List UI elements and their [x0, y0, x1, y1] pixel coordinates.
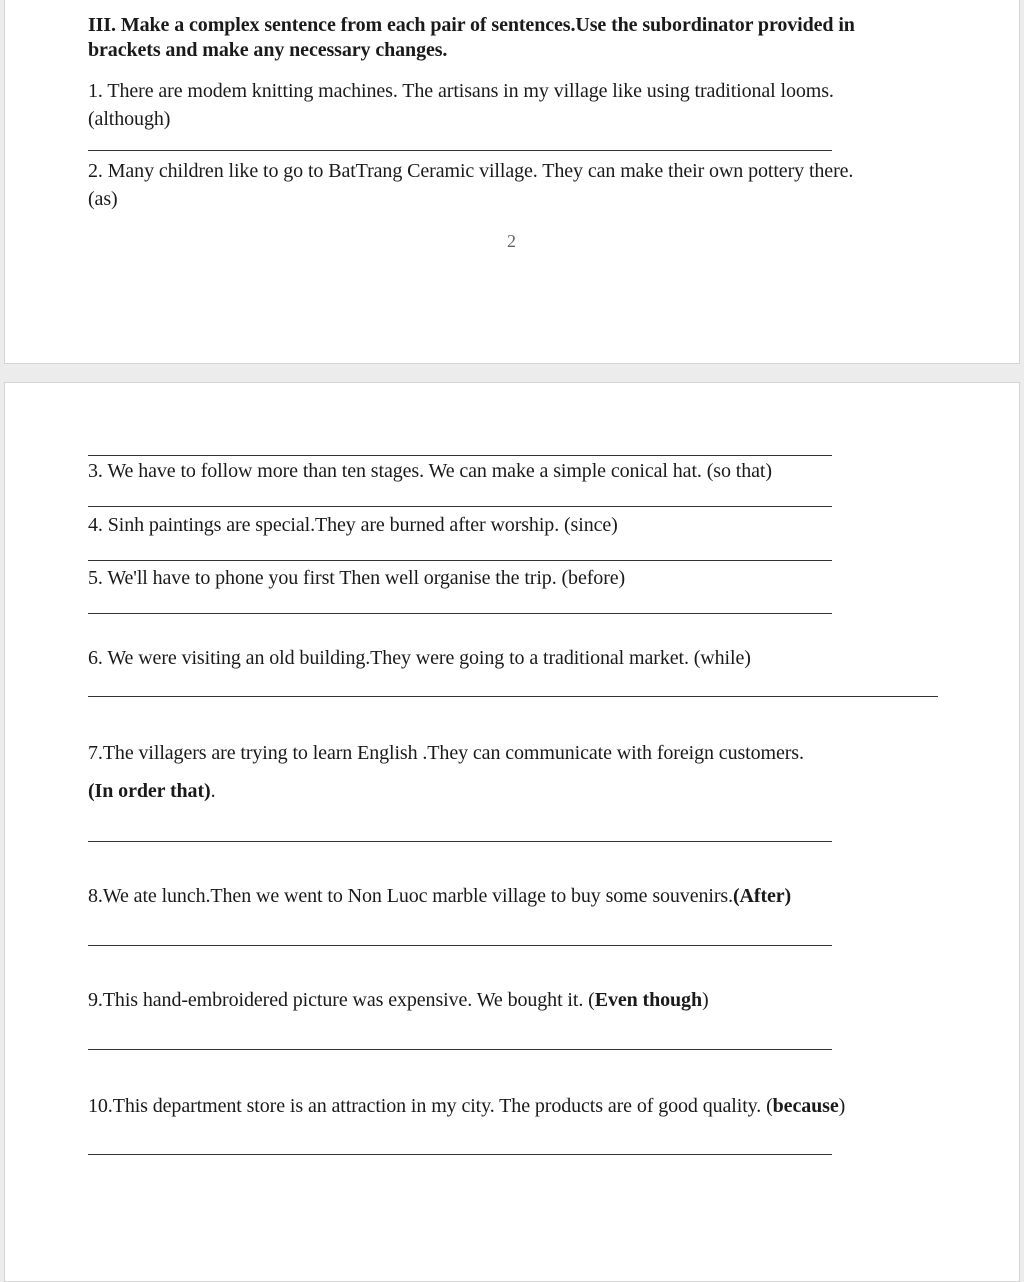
- question-8: [88, 883, 791, 909]
- subordinator-tail: ): [701, 989, 709, 1011]
- question-number: 10.: [88, 1095, 113, 1117]
- question-number: 8.: [88, 885, 103, 907]
- answer-line-9: [88, 1049, 832, 1050]
- question-7: [88, 740, 804, 766]
- question-number: 6.: [88, 647, 103, 669]
- question-number: 3.: [88, 460, 103, 482]
- answer-line-7: [88, 841, 832, 842]
- answer-line-10: [88, 1154, 832, 1155]
- question-text: We were visiting an old building.They were going to a traditional market. (while): [107, 647, 751, 669]
- answer-line-4: [88, 560, 832, 561]
- question-number: 1.: [88, 80, 103, 102]
- answer-line-2: [88, 455, 832, 456]
- question-number: 7.: [88, 742, 103, 764]
- answer-line-6: [88, 696, 938, 697]
- question-5: [88, 565, 625, 591]
- page-number: 2: [507, 231, 516, 251]
- subordinator-hint: (After): [732, 885, 792, 907]
- question-number: 2.: [88, 160, 103, 182]
- question-9: [88, 987, 709, 1013]
- question-1-subordinator: (although): [88, 108, 171, 130]
- question-3: [88, 458, 772, 484]
- question-7-subordinator: [88, 778, 215, 804]
- answer-line-3: [88, 506, 832, 507]
- question-text: The villagers are trying to learn English .They can communicate with foreign customers.: [102, 742, 804, 764]
- subordinator-tail: ): [838, 1095, 846, 1117]
- subordinator-hint: Even though: [594, 989, 702, 1011]
- answer-line-1: [88, 150, 832, 151]
- question-text: We'll have to phone you first Then well organise the trip. (before): [107, 567, 626, 589]
- question-number: 5.: [88, 567, 103, 589]
- question-text: Sinh paintings are special.They are burned after worship. (since): [107, 514, 618, 536]
- question-4: [88, 512, 618, 538]
- answer-line-5: [88, 613, 832, 614]
- question-text: Many children like to go to BatTrang Ceramic village. They can make their own pottery there.: [107, 160, 854, 182]
- answer-line-8: [88, 945, 832, 946]
- question-number: 4.: [88, 514, 103, 536]
- question-text: This department store is an attraction in my city. The products are of good quality. (: [112, 1095, 773, 1117]
- subordinator-hint: because: [772, 1095, 839, 1117]
- question-number: 9.: [88, 989, 103, 1011]
- question-2: [88, 158, 853, 184]
- question-1: [88, 78, 834, 104]
- question-text: We ate lunch.Then we went to Non Luoc marble village to buy some souvenirs.: [102, 885, 733, 907]
- exercise-heading-line-1: III. Make a complex sentence from each pair of sentences.Use the subordinator provided in: [88, 14, 855, 36]
- question-6: [88, 645, 751, 671]
- question-text: We have to follow more than ten stages. We can make a simple conical hat. (so that): [107, 460, 772, 482]
- question-text: There are modem knitting machines. The artisans in my village like using traditional looms.: [107, 80, 834, 102]
- question-2-subordinator: (as): [88, 188, 118, 210]
- question-text: This hand-embroidered picture was expensive. We bought it. (: [102, 989, 595, 1011]
- subordinator-tail: .: [210, 780, 216, 802]
- subordinator-hint: (In order that): [88, 780, 211, 802]
- question-10: [88, 1093, 845, 1119]
- exercise-heading-line-2: brackets and make any necessary changes.: [88, 39, 448, 61]
